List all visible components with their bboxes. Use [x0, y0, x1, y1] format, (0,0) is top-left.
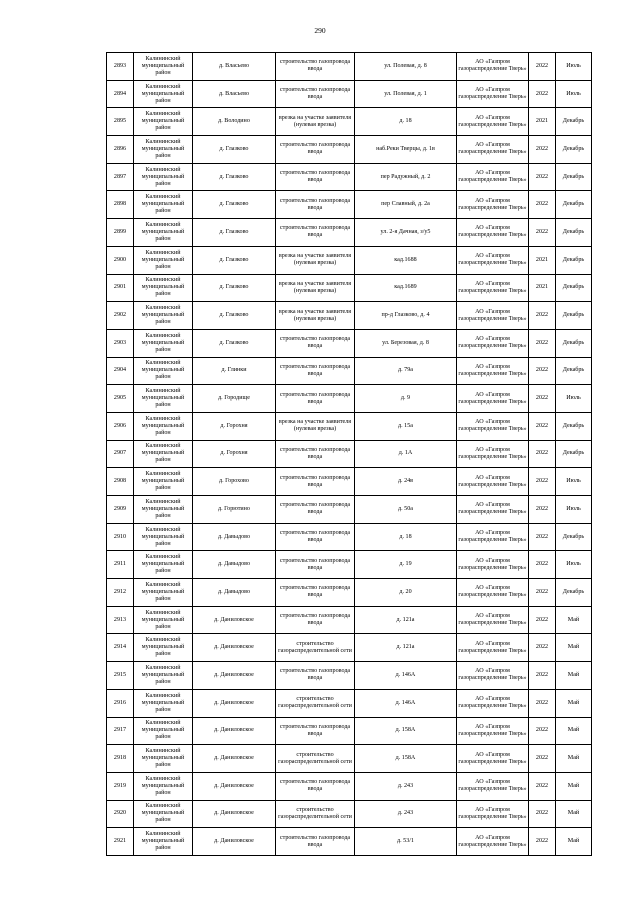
- table-row: [107, 717, 592, 745]
- district-cell: Калининский муниципальный район: [134, 717, 193, 745]
- row-number: 2912: [107, 579, 134, 607]
- year-cell: 2022: [529, 579, 556, 607]
- address-cell: д. 9: [355, 385, 457, 413]
- row-number: 2921: [107, 828, 134, 856]
- table-row: [107, 440, 592, 468]
- address-cell: пер Радужный, д. 2: [355, 163, 457, 191]
- locality-cell: д. Глазково: [193, 302, 276, 330]
- row-number: 2893: [107, 53, 134, 81]
- year-cell: 2022: [529, 163, 556, 191]
- district-cell: Калининский муниципальный район: [134, 412, 193, 440]
- month-cell: Июль: [556, 468, 592, 496]
- locality-cell: д. Глинки: [193, 357, 276, 385]
- table-row: [107, 496, 592, 524]
- address-cell: д. 158А: [355, 717, 457, 745]
- table-row: [107, 468, 592, 496]
- address-cell: д. 1А: [355, 440, 457, 468]
- address-cell: д. 243: [355, 800, 457, 828]
- table-row: [107, 523, 592, 551]
- address-cell: кад.1688: [355, 246, 457, 274]
- year-cell: 2022: [529, 828, 556, 856]
- locality-cell: д. Глазково: [193, 191, 276, 219]
- locality-cell: д. Володино: [193, 108, 276, 136]
- organization-cell: АО «Газпром газораспределение Тверь»: [457, 191, 529, 219]
- locality-cell: д. Давыдово: [193, 579, 276, 607]
- table-row: [107, 551, 592, 579]
- locality-cell: д. Городище: [193, 385, 276, 413]
- organization-cell: АО «Газпром газораспределение Тверь»: [457, 108, 529, 136]
- work-type-cell: строительство газопровода ввода: [276, 828, 355, 856]
- month-cell: Июль: [556, 80, 592, 108]
- locality-cell: д. Даниловское: [193, 634, 276, 662]
- locality-cell: д. Горохня: [193, 412, 276, 440]
- district-cell: Калининский муниципальный район: [134, 80, 193, 108]
- district-cell: Калининский муниципальный район: [134, 357, 193, 385]
- table-row: [107, 329, 592, 357]
- month-cell: Декабрь: [556, 136, 592, 164]
- locality-cell: д. Даниловское: [193, 689, 276, 717]
- month-cell: Декабрь: [556, 302, 592, 330]
- district-cell: Калининский муниципальный район: [134, 662, 193, 690]
- table-row: [107, 53, 592, 81]
- year-cell: 2022: [529, 191, 556, 219]
- year-cell: 2021: [529, 246, 556, 274]
- district-cell: Калининский муниципальный район: [134, 108, 193, 136]
- organization-cell: АО «Газпром газораспределение Тверь»: [457, 745, 529, 773]
- organization-cell: АО «Газпром газораспределение Тверь»: [457, 551, 529, 579]
- table-row: [107, 163, 592, 191]
- table-row: [107, 689, 592, 717]
- row-number: 2916: [107, 689, 134, 717]
- year-cell: 2022: [529, 662, 556, 690]
- month-cell: Декабрь: [556, 329, 592, 357]
- locality-cell: д. Глазково: [193, 329, 276, 357]
- organization-cell: АО «Газпром газораспределение Тверь»: [457, 53, 529, 81]
- year-cell: 2022: [529, 606, 556, 634]
- table-row: [107, 108, 592, 136]
- district-cell: Калининский муниципальный район: [134, 579, 193, 607]
- table-row: [107, 385, 592, 413]
- year-cell: 2022: [529, 136, 556, 164]
- month-cell: Май: [556, 828, 592, 856]
- year-cell: 2022: [529, 634, 556, 662]
- year-cell: 2022: [529, 772, 556, 800]
- work-type-cell: строительство газопровода ввода: [276, 468, 355, 496]
- table-row: [107, 828, 592, 856]
- organization-cell: АО «Газпром газораспределение Тверь»: [457, 606, 529, 634]
- organization-cell: АО «Газпром газораспределение Тверь»: [457, 163, 529, 191]
- row-number: 2917: [107, 717, 134, 745]
- address-cell: ул. Березовая, д. 8: [355, 329, 457, 357]
- work-type-cell: строительство газопровода ввода: [276, 717, 355, 745]
- district-cell: Калининский муниципальный район: [134, 246, 193, 274]
- organization-cell: АО «Газпром газораспределение Тверь»: [457, 634, 529, 662]
- organization-cell: АО «Газпром газораспределение Тверь»: [457, 219, 529, 247]
- address-cell: д. 146А: [355, 689, 457, 717]
- row-number: 2899: [107, 219, 134, 247]
- address-cell: д. 20: [355, 579, 457, 607]
- work-type-cell: строительство газопровода ввода: [276, 606, 355, 634]
- organization-cell: АО «Газпром газораспределение Тверь»: [457, 357, 529, 385]
- year-cell: 2022: [529, 745, 556, 773]
- organization-cell: АО «Газпром газораспределение Тверь»: [457, 772, 529, 800]
- year-cell: 2022: [529, 468, 556, 496]
- district-cell: Калининский муниципальный район: [134, 274, 193, 302]
- organization-cell: АО «Газпром газораспределение Тверь»: [457, 828, 529, 856]
- work-type-cell: врезка на участке заявителя (нулевая врезка): [276, 302, 355, 330]
- organization-cell: АО «Газпром газораспределение Тверь»: [457, 136, 529, 164]
- table-row: [107, 302, 592, 330]
- month-cell: Май: [556, 634, 592, 662]
- address-cell: д. 18: [355, 523, 457, 551]
- year-cell: 2022: [529, 80, 556, 108]
- organization-cell: АО «Газпром газораспределение Тверь»: [457, 246, 529, 274]
- work-type-cell: строительство газопровода ввода: [276, 772, 355, 800]
- address-cell: пр-д Глазково, д. 4: [355, 302, 457, 330]
- work-type-cell: строительство газопровода ввода: [276, 523, 355, 551]
- district-cell: Калининский муниципальный район: [134, 191, 193, 219]
- district-cell: Калининский муниципальный район: [134, 828, 193, 856]
- row-number: 2907: [107, 440, 134, 468]
- month-cell: Май: [556, 606, 592, 634]
- table-row: [107, 662, 592, 690]
- month-cell: Декабрь: [556, 163, 592, 191]
- address-cell: д. 121а: [355, 606, 457, 634]
- work-type-cell: строительство газопровода ввода: [276, 191, 355, 219]
- row-number: 2896: [107, 136, 134, 164]
- row-number: 2905: [107, 385, 134, 413]
- district-cell: Калининский муниципальный район: [134, 745, 193, 773]
- district-cell: Калининский муниципальный район: [134, 385, 193, 413]
- locality-cell: д. Даниловское: [193, 745, 276, 773]
- locality-cell: д. Гороховo: [193, 468, 276, 496]
- month-cell: Декабрь: [556, 440, 592, 468]
- work-type-cell: строительство газопровода ввода: [276, 329, 355, 357]
- organization-cell: АО «Газпром газораспределение Тверь»: [457, 440, 529, 468]
- address-cell: д. 121а: [355, 634, 457, 662]
- organization-cell: АО «Газпром газораспределение Тверь»: [457, 800, 529, 828]
- locality-cell: д. Власьево: [193, 80, 276, 108]
- row-number: 2898: [107, 191, 134, 219]
- year-cell: 2022: [529, 412, 556, 440]
- work-type-cell: строительство газопровода ввода: [276, 53, 355, 81]
- address-cell: д. 24в: [355, 468, 457, 496]
- table-row: [107, 579, 592, 607]
- organization-cell: АО «Газпром газораспределение Тверь»: [457, 662, 529, 690]
- address-cell: д. 146А: [355, 662, 457, 690]
- month-cell: Май: [556, 689, 592, 717]
- month-cell: Май: [556, 717, 592, 745]
- month-cell: Декабрь: [556, 108, 592, 136]
- district-cell: Калининский муниципальный район: [134, 440, 193, 468]
- month-cell: Июль: [556, 496, 592, 524]
- gasification-table: [106, 52, 592, 856]
- organization-cell: АО «Газпром газораспределение Тверь»: [457, 329, 529, 357]
- month-cell: Декабрь: [556, 523, 592, 551]
- work-type-cell: строительство газопровода ввода: [276, 551, 355, 579]
- address-cell: ул. 2-я Дачная, з/у5: [355, 219, 457, 247]
- address-cell: кад.1689: [355, 274, 457, 302]
- address-cell: д. 53/1: [355, 828, 457, 856]
- organization-cell: АО «Газпром газораспределение Тверь»: [457, 468, 529, 496]
- organization-cell: АО «Газпром газораспределение Тверь»: [457, 496, 529, 524]
- district-cell: Калининский муниципальный район: [134, 772, 193, 800]
- locality-cell: д. Глазково: [193, 246, 276, 274]
- locality-cell: д. Даниловское: [193, 772, 276, 800]
- month-cell: Июль: [556, 551, 592, 579]
- work-type-cell: врезка на участке заявителя (нулевая врезка): [276, 412, 355, 440]
- organization-cell: АО «Газпром газораспределение Тверь»: [457, 579, 529, 607]
- locality-cell: д. Горютино: [193, 496, 276, 524]
- address-cell: д. 50а: [355, 496, 457, 524]
- work-type-cell: врезка на участке заявителя (нулевая врезка): [276, 108, 355, 136]
- row-number: 2910: [107, 523, 134, 551]
- year-cell: 2022: [529, 689, 556, 717]
- address-cell: ул. Полевая, д. 8: [355, 53, 457, 81]
- row-number: 2903: [107, 329, 134, 357]
- table-row: [107, 745, 592, 773]
- organization-cell: АО «Газпром газораспределение Тверь»: [457, 385, 529, 413]
- district-cell: Калининский муниципальный район: [134, 136, 193, 164]
- page-number: 290: [314, 26, 326, 35]
- work-type-cell: врезка на участке заявителя (нулевая врезка): [276, 246, 355, 274]
- table-row: [107, 357, 592, 385]
- row-number: 2911: [107, 551, 134, 579]
- month-cell: Май: [556, 745, 592, 773]
- district-cell: Калининский муниципальный район: [134, 496, 193, 524]
- district-cell: Калининский муниципальный район: [134, 523, 193, 551]
- organization-cell: АО «Газпром газораспределение Тверь»: [457, 302, 529, 330]
- table-row: [107, 246, 592, 274]
- table-row: [107, 606, 592, 634]
- district-cell: Калининский муниципальный район: [134, 634, 193, 662]
- work-type-cell: строительство газопровода ввода: [276, 440, 355, 468]
- year-cell: 2021: [529, 274, 556, 302]
- locality-cell: д. Даниловское: [193, 606, 276, 634]
- year-cell: 2022: [529, 523, 556, 551]
- work-type-cell: врезка на участке заявителя (нулевая врезка): [276, 274, 355, 302]
- row-number: 2897: [107, 163, 134, 191]
- district-cell: Калининский муниципальный район: [134, 329, 193, 357]
- address-cell: ул. Полевая, д. 1: [355, 80, 457, 108]
- year-cell: 2022: [529, 357, 556, 385]
- organization-cell: АО «Газпром газораспределение Тверь»: [457, 523, 529, 551]
- year-cell: 2022: [529, 385, 556, 413]
- locality-cell: д. Даниловское: [193, 828, 276, 856]
- work-type-cell: строительство газопровода ввода: [276, 496, 355, 524]
- year-cell: 2022: [529, 551, 556, 579]
- work-type-cell: строительство газопровода ввода: [276, 579, 355, 607]
- work-type-cell: строительство газораспределительной сети: [276, 800, 355, 828]
- locality-cell: д. Власьево: [193, 53, 276, 81]
- month-cell: Июль: [556, 385, 592, 413]
- row-number: 2918: [107, 745, 134, 773]
- table-row: [107, 80, 592, 108]
- locality-cell: д. Глазково: [193, 163, 276, 191]
- district-cell: Калининский муниципальный район: [134, 689, 193, 717]
- work-type-cell: строительство газопровода ввода: [276, 385, 355, 413]
- year-cell: 2022: [529, 329, 556, 357]
- month-cell: Декабрь: [556, 191, 592, 219]
- work-type-cell: строительство газопровода ввода: [276, 136, 355, 164]
- month-cell: Декабрь: [556, 246, 592, 274]
- locality-cell: д. Глазково: [193, 219, 276, 247]
- year-cell: 2022: [529, 302, 556, 330]
- district-cell: Калининский муниципальный район: [134, 219, 193, 247]
- work-type-cell: строительство газопровода ввода: [276, 80, 355, 108]
- address-cell: д. 158А: [355, 745, 457, 773]
- table-row: [107, 274, 592, 302]
- organization-cell: АО «Газпром газораспределение Тверь»: [457, 274, 529, 302]
- row-number: 2913: [107, 606, 134, 634]
- locality-cell: д. Горохня: [193, 440, 276, 468]
- address-cell: наб.Реки Тверцы, д. 1в: [355, 136, 457, 164]
- work-type-cell: строительство газораспределительной сети: [276, 634, 355, 662]
- organization-cell: АО «Газпром газораспределение Тверь»: [457, 80, 529, 108]
- table-row: [107, 191, 592, 219]
- organization-cell: АО «Газпром газораспределение Тверь»: [457, 717, 529, 745]
- table-row: [107, 136, 592, 164]
- locality-cell: д. Глазково: [193, 136, 276, 164]
- row-number: 2914: [107, 634, 134, 662]
- work-type-cell: строительство газопровода ввода: [276, 163, 355, 191]
- work-type-cell: строительство газораспределительной сети: [276, 689, 355, 717]
- month-cell: Май: [556, 662, 592, 690]
- address-cell: д. 18: [355, 108, 457, 136]
- address-cell: пер Славный, д. 2а: [355, 191, 457, 219]
- month-cell: Июль: [556, 53, 592, 81]
- row-number: 2901: [107, 274, 134, 302]
- table-row: [107, 412, 592, 440]
- locality-cell: д. Глазково: [193, 274, 276, 302]
- row-number: 2908: [107, 468, 134, 496]
- month-cell: Май: [556, 772, 592, 800]
- locality-cell: д. Давыдово: [193, 523, 276, 551]
- locality-cell: д. Даниловское: [193, 662, 276, 690]
- work-type-cell: строительство газораспределительной сети: [276, 745, 355, 773]
- organization-cell: АО «Газпром газораспределение Тверь»: [457, 689, 529, 717]
- address-cell: д. 15а: [355, 412, 457, 440]
- work-type-cell: строительство газопровода ввода: [276, 219, 355, 247]
- year-cell: 2022: [529, 496, 556, 524]
- year-cell: 2021: [529, 108, 556, 136]
- row-number: 2904: [107, 357, 134, 385]
- district-cell: Калининский муниципальный район: [134, 800, 193, 828]
- year-cell: 2022: [529, 440, 556, 468]
- month-cell: Декабрь: [556, 579, 592, 607]
- year-cell: 2022: [529, 717, 556, 745]
- locality-cell: д. Даниловское: [193, 717, 276, 745]
- row-number: 2920: [107, 800, 134, 828]
- row-number: 2909: [107, 496, 134, 524]
- district-cell: Калининский муниципальный район: [134, 606, 193, 634]
- row-number: 2895: [107, 108, 134, 136]
- row-number: 2919: [107, 772, 134, 800]
- year-cell: 2022: [529, 53, 556, 81]
- year-cell: 2022: [529, 219, 556, 247]
- month-cell: Декабрь: [556, 357, 592, 385]
- address-cell: д. 243: [355, 772, 457, 800]
- address-cell: д. 19: [355, 551, 457, 579]
- row-number: 2915: [107, 662, 134, 690]
- month-cell: Май: [556, 800, 592, 828]
- district-cell: Калининский муниципальный район: [134, 53, 193, 81]
- year-cell: 2022: [529, 800, 556, 828]
- district-cell: Калининский муниципальный район: [134, 163, 193, 191]
- district-cell: Калининский муниципальный район: [134, 468, 193, 496]
- district-cell: Калининский муниципальный район: [134, 551, 193, 579]
- month-cell: Декабрь: [556, 219, 592, 247]
- table-row: [107, 634, 592, 662]
- month-cell: Декабрь: [556, 274, 592, 302]
- locality-cell: д. Давыдово: [193, 551, 276, 579]
- row-number: 2902: [107, 302, 134, 330]
- month-cell: Декабрь: [556, 412, 592, 440]
- row-number: 2906: [107, 412, 134, 440]
- row-number: 2894: [107, 80, 134, 108]
- table-row: [107, 800, 592, 828]
- work-type-cell: строительство газопровода ввода: [276, 662, 355, 690]
- organization-cell: АО «Газпром газораспределение Тверь»: [457, 412, 529, 440]
- work-type-cell: строительство газопровода ввода: [276, 357, 355, 385]
- row-number: 2900: [107, 246, 134, 274]
- table-row: [107, 772, 592, 800]
- table-row: [107, 219, 592, 247]
- district-cell: Калининский муниципальный район: [134, 302, 193, 330]
- address-cell: д. 79а: [355, 357, 457, 385]
- locality-cell: д. Даниловское: [193, 800, 276, 828]
